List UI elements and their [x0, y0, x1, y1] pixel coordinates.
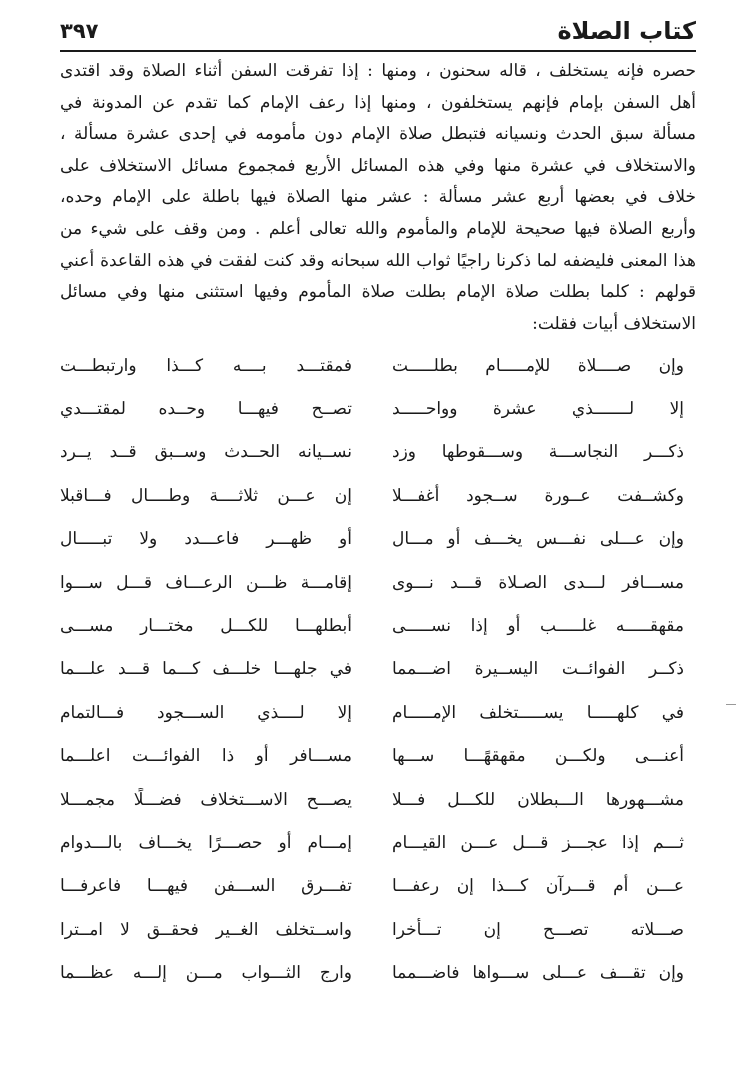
poem-verse [60, 648, 696, 691]
poem-verse [60, 344, 696, 387]
verse-second-hemistich: تفـــرق الســـفن فيهـــا فاعرفـــا [60, 876, 352, 897]
prose-line: خلاف في بعضها أربع عشر مسألة : عشر منها الصلاة فيها باطلة على الإمام وحده، [60, 187, 696, 208]
verse-second-hemistich: إلا لــــذي الســـجود فـــالتمام [60, 702, 352, 723]
verse-first-hemistich: ذكــر الفوائــت اليســيرة اضـــمما [392, 659, 684, 680]
verse-second-hemistich: واســتخلف الغــير فحقــق لا امــترا [60, 919, 352, 940]
prose-line: هذا المعنى فليضفه لما ذكرنا راجيًا ثواب الله سبحانه وقد كنت لفقت في هذه القاعدة أعني [60, 250, 696, 271]
header-divider [60, 50, 696, 52]
poem-verse [60, 778, 696, 821]
verse-second-hemistich: مســـافر أو ذا الفوائـــت اعلـــما [60, 746, 352, 767]
prose-line: الاستخلاف أبيات فقلت: [532, 313, 696, 334]
book-page [60, 0, 696, 1076]
verse-first-hemistich: وإن صــــلاة للإمـــــام بطلـــــت [392, 355, 684, 376]
prose-line: وأربع الصلاة فيها صحيحة للإمام والمأموم والله تعالى أعلم . ومن وقف على شيء من [60, 218, 696, 239]
verse-second-hemistich: يصـــح الاســـتخلاف فضـــلًا مجمـــلا [60, 789, 352, 810]
poem-verse [60, 865, 696, 908]
verse-first-hemistich: في كلهـــــا يســـــتخلف الإمـــــام [392, 702, 684, 723]
poem-verse [60, 691, 696, 734]
verse-first-hemistich: وإن تقـــف عـــلى ســـواها فاضـــمما [392, 963, 684, 984]
verse-first-hemistich: مســـافر لـــدى الصـلاة قـــد نـــوى [392, 572, 684, 593]
poem [60, 344, 696, 995]
verse-first-hemistich: وإن عـــلى نفـــس يخـــف أو مـــال [392, 529, 684, 550]
verse-second-hemistich: نســيانه الحــدث وســبق قــد يــرد [60, 442, 352, 463]
prose-line: أهل السفن بإمام فإنهم يستخلفون ، ومنها إذا رعف الإمام كما تقدم عن المدونة في [60, 92, 696, 113]
verse-second-hemistich: إقامـــة ظـــن الرعـــاف قـــل ســـوا [60, 572, 352, 593]
verse-first-hemistich: عـــن أم قـــرآن كـــذا إن رعفـــا [392, 876, 684, 897]
verse-first-hemistich: ثـــم إذا عجـــز قـــل عـــن القيـــام [392, 832, 684, 853]
scan-margin-mark [726, 704, 736, 705]
poem-verse [60, 821, 696, 864]
verse-second-hemistich: وارج الثـــواب مـــن إلـــه عظـــما [60, 963, 352, 984]
verse-first-hemistich: مقهقـــــه غلـــــب أو إذا نســـــى [392, 616, 684, 637]
poem-verse [60, 951, 696, 994]
verse-first-hemistich: صـــلاته تصـــح إن تـــأخرا [392, 919, 684, 940]
verse-second-hemistich: تصــح فيهـــا وحــده لمقتـــدي [60, 399, 352, 420]
chapter-title: كتاب الصلاة [557, 17, 696, 45]
prose-paragraph [60, 56, 696, 340]
poem-verse [60, 474, 696, 517]
prose-line: قولهم : كلما بطلت صلاة الإمام بطلت صلاة المأموم وفيها استثنى منها وفي مسائل [60, 282, 696, 303]
verse-second-hemistich: أو ظهـــر فاعـــدد ولا تبـــــال [60, 529, 352, 550]
poem-verse [60, 908, 696, 951]
verse-first-hemistich: مشـــهورها الـــبطلان للكـــل فـــلا [392, 789, 684, 810]
verse-first-hemistich: وكشــفت عــورة ســجود أغفـــلا [392, 485, 684, 506]
page-number: ٣٩٧ [60, 19, 99, 43]
poem-verse [60, 518, 696, 561]
prose-line: مسألة سبق الحدث ونسيانه فتبطل صلاة الإمام دون مأمومه في إحدى عشرة مسألة ، [60, 124, 696, 145]
verse-second-hemistich: فمقتـــد بــــه كـــذا وارتبطـــت [60, 355, 352, 376]
verse-second-hemistich: إمـــام أو حصـــرًا يخـــاف بالـــدوام [60, 832, 352, 853]
poem-verse [60, 604, 696, 647]
verse-first-hemistich: إلا لـــــــذي عشرة وواحـــــد [392, 399, 684, 420]
page-header [60, 14, 696, 46]
verse-second-hemistich: أبطلهـــا للكـــل مختـــار مســـى [60, 616, 352, 637]
poem-verse [60, 431, 696, 474]
poem-verse [60, 561, 696, 604]
poem-verse [60, 735, 696, 778]
verse-second-hemistich: في جلهـــا خلـــف كـــما قـــد علـــما [60, 659, 352, 680]
prose-line: حصره فإنه يستخلف ، قاله سحنون ، ومنها : إذا تفرقت السفن أثناء الصلاة وقد اقتدى [60, 61, 696, 81]
verse-first-hemistich: أعنـــى ولكـــن مقهقهًـــا ســـها [392, 746, 684, 767]
verse-first-hemistich: ذكـــر النجاســـة وســـقوطها وزد [392, 442, 684, 463]
poem-verse [60, 387, 696, 430]
verse-second-hemistich: إن عـــن ثلاثــــة وطــــال فـــاقبلا [60, 485, 352, 506]
prose-line: والاستخلاف في عشرة منها وفي هذه المسائل الأربع فمجموع مسائل الاستخلاف على [60, 155, 696, 176]
